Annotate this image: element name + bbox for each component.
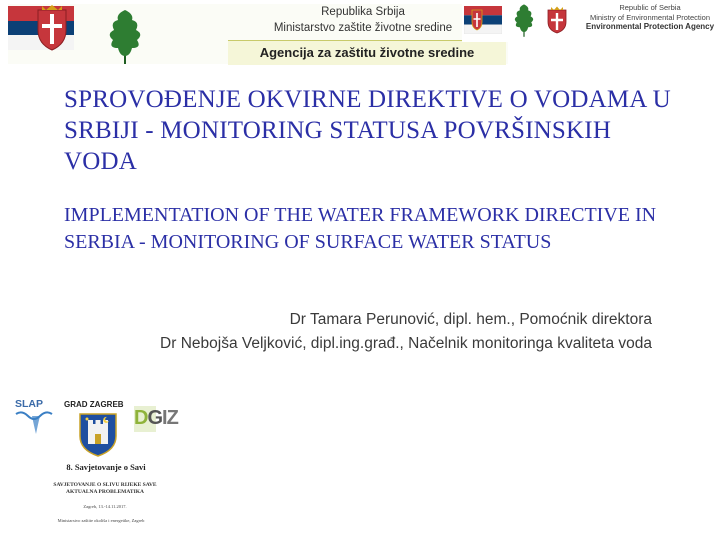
ministry-sr-line2: Ministarstvo zaštite životne sredine [273, 22, 453, 34]
slap-logo-text: SLAP [15, 398, 44, 410]
conference-organizer: Ministarstvo zaštite okoliša i energetike, Zagreb [57, 518, 145, 523]
serbian-flag-icon [464, 6, 502, 34]
ministry-sr-line1: Republika Srbija [321, 6, 405, 18]
dgiz-letter-d: D [134, 407, 148, 429]
ministry-en-line2: Ministry of Environmental Protection [589, 12, 711, 22]
oak-leaf-icon [104, 6, 146, 66]
agency-name-serbian: Agencija za zaštitu životne sredine [228, 40, 506, 65]
conference-subtitle-line1: SAVJETOVANJE O SLIVU RIJEKE SAVE [53, 482, 157, 488]
conference-place-date: Zagreb, 13.-14.11.2017. [83, 504, 127, 509]
title-english: IMPLEMENTATION OF THE WATER FRAMEWORK DIRECTIVE IN SERBIA - MONITORING OF SURFACE WATER STATUS [64, 204, 657, 253]
conference-title: 8. Savjetovanje o Savi [66, 462, 146, 472]
oak-leaf-icon [510, 2, 538, 38]
zagreb-crest-icon [76, 410, 120, 458]
authors-block [12, 308, 652, 356]
dgiz-logo-text [134, 407, 178, 430]
ministry-en-line3: Environmental Protection Agency [585, 22, 715, 31]
ministry-name-serbian [258, 4, 468, 36]
conference-subtitle [30, 482, 180, 496]
conference-subtitle-line2: AKTUALNA PROBLEMATIKA [66, 489, 144, 495]
serbian-coat-of-arms-icon [546, 6, 568, 34]
dgiz-letters-iz: IZ [162, 407, 178, 429]
serbian-coat-of-arms-icon [34, 4, 70, 52]
author-2: Dr Nebojša Veljković, dipl.ing.građ., Načelnik monitoringa kvaliteta voda [160, 335, 652, 352]
ministry-name-english [582, 3, 718, 32]
dgiz-letter-g: G [147, 407, 163, 429]
ministry-en-line1: Republic of Serbia [619, 3, 681, 12]
grad-zagreb-label: GRAD ZAGREB [64, 400, 124, 409]
title-serbian: SPROVOĐENJE OKVIRNE DIREKTIVE O VODAMA U SRBIJI - MONITORING STATUSA POVRŠINSKIH VODA [64, 86, 671, 175]
author-1: Dr Tamara Perunović, dipl. hem., Pomoćnik direktora [289, 311, 652, 328]
